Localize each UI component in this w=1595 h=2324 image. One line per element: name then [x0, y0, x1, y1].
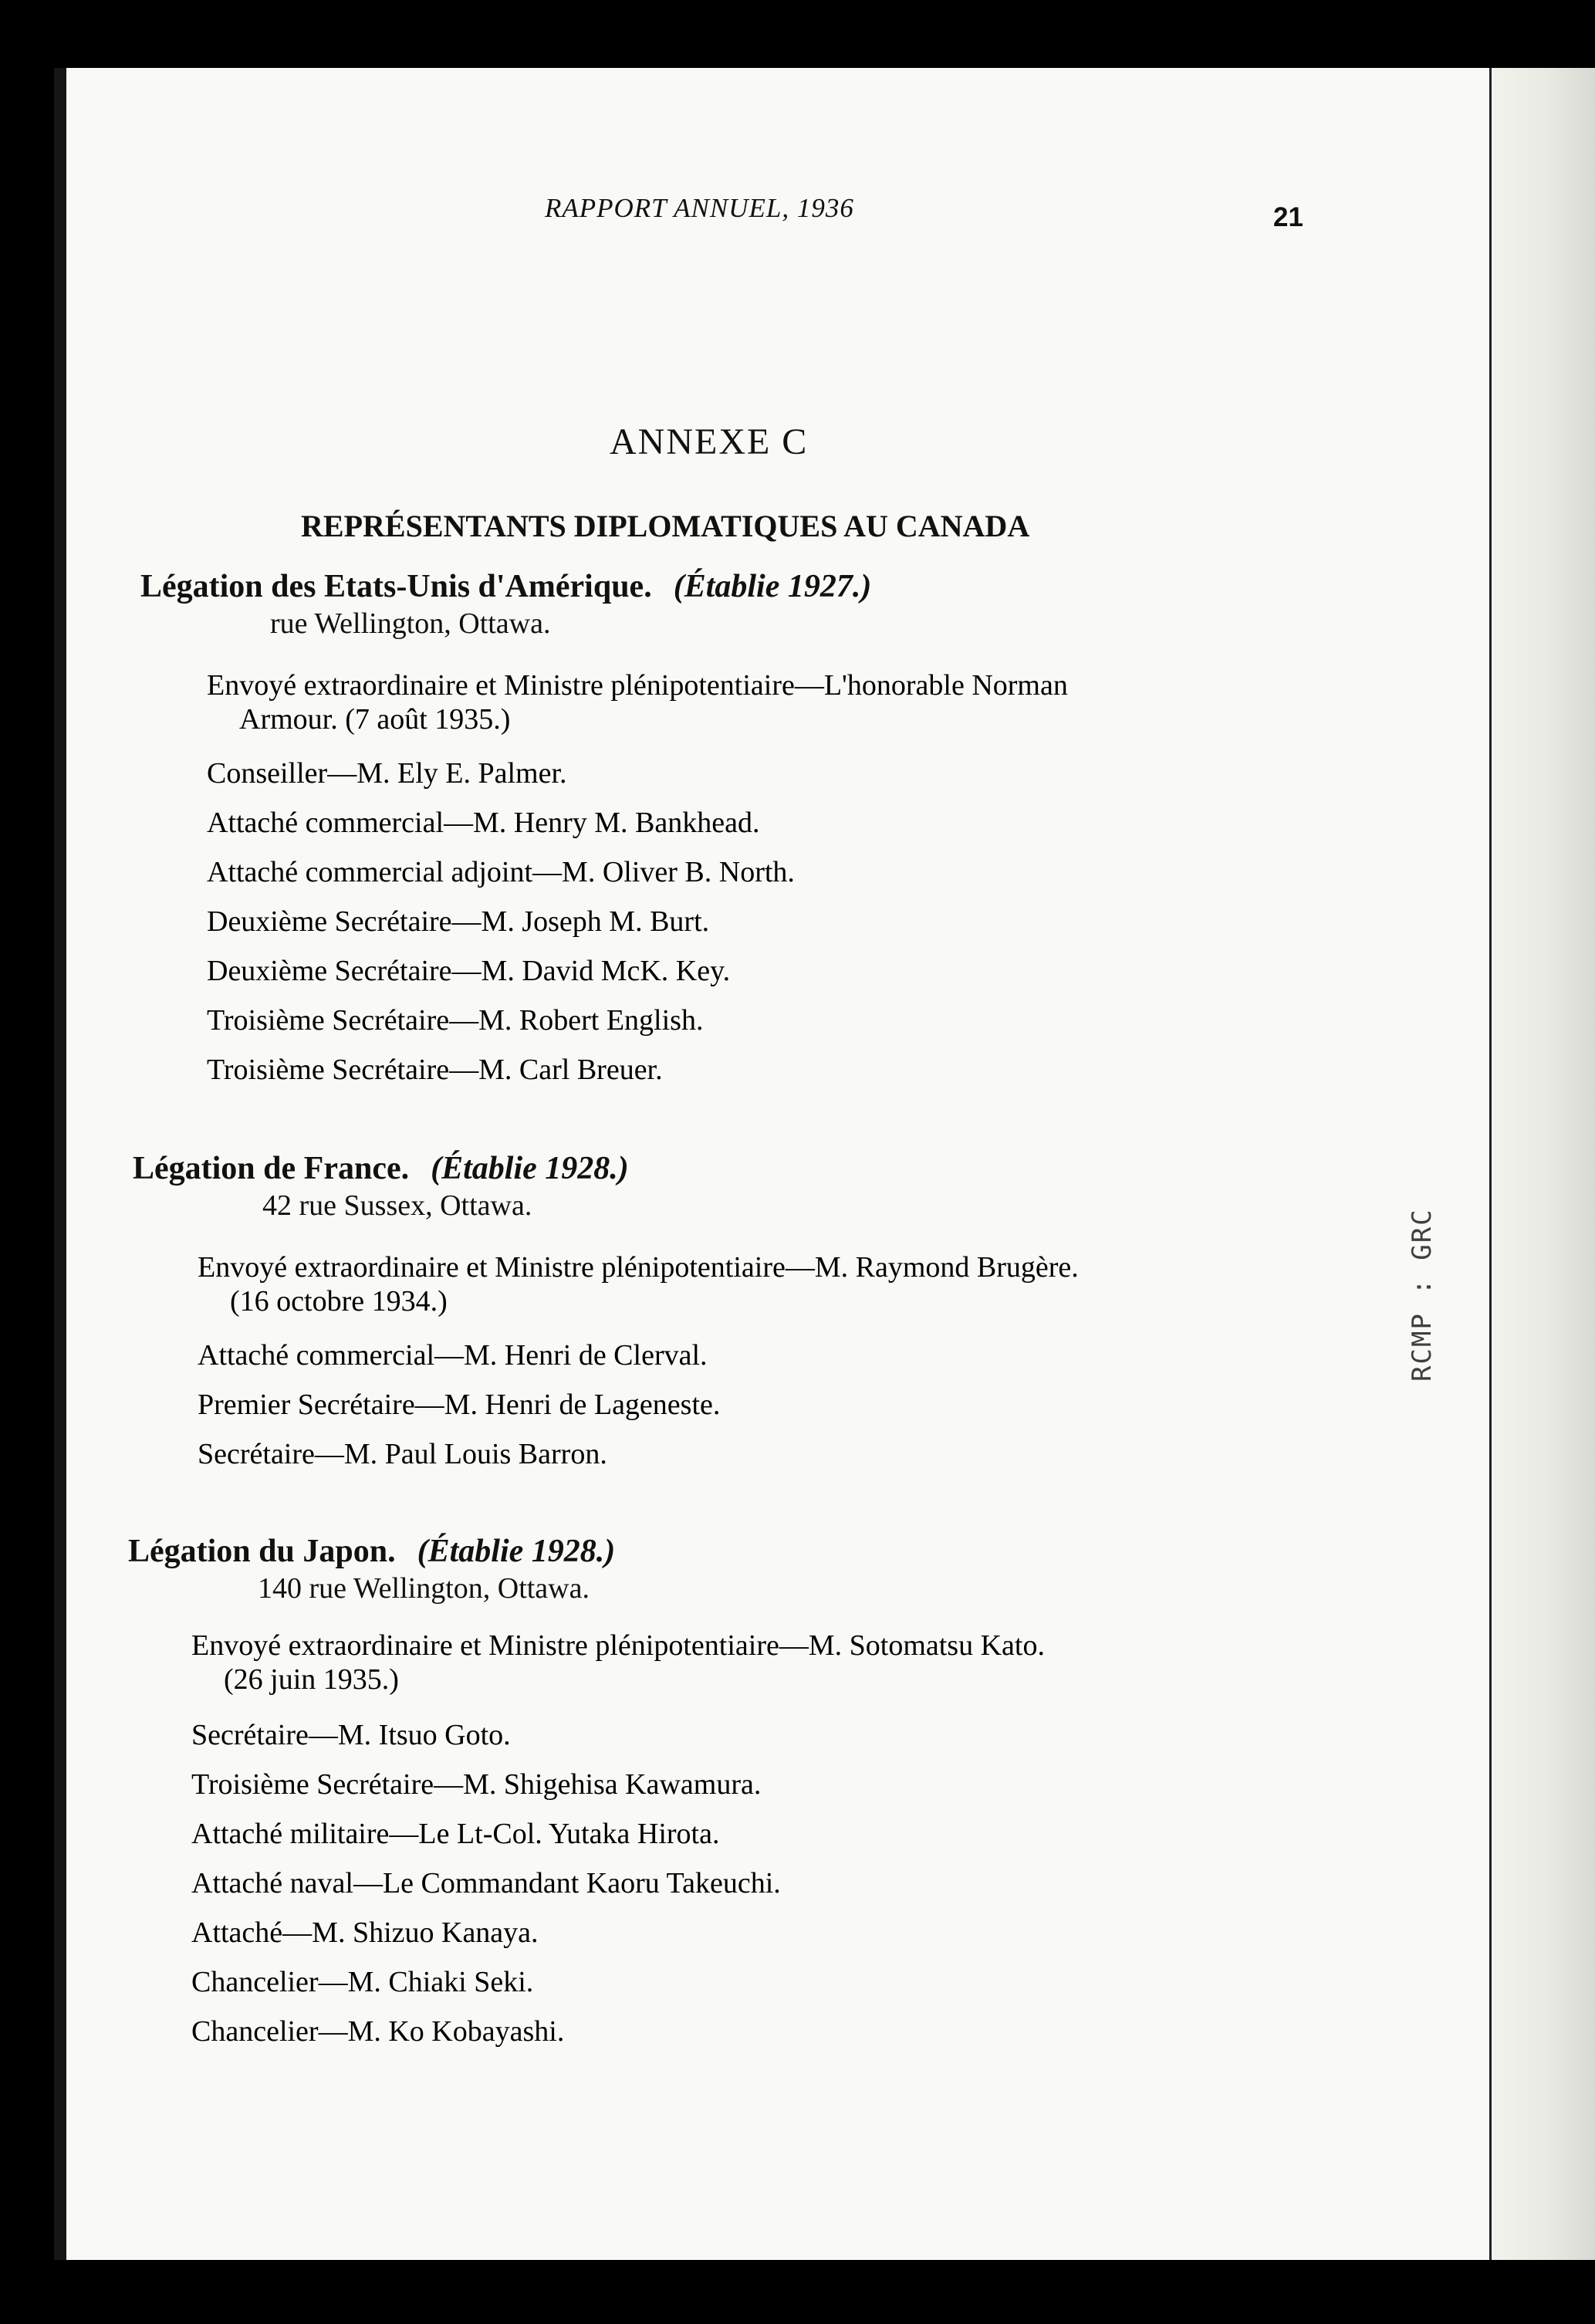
staff-entry: Attaché naval—Le Commandant Kaoru Takeuchi.: [191, 1867, 781, 1899]
staff-entry: Deuxième Secrétaire—M. Joseph M. Burt.: [207, 905, 710, 938]
staff-entry: Envoyé extraordinaire et Ministre plénipotentiaire—M. Raymond Brugère. (16 octobre 1934.): [198, 1251, 1079, 1318]
legation-france: [133, 1150, 629, 1223]
legation-address: 140 rue Wellington, Ottawa.: [258, 1572, 590, 1605]
staff-entry: Troisième Secrétaire—M. Shigehisa Kawamura.: [191, 1768, 762, 1801]
legation-established: (Établie 1928.): [431, 1151, 629, 1186]
legation-address: 42 rue Sussex, Ottawa.: [262, 1189, 532, 1222]
staff-entry: Attaché militaire—Le Lt-Col. Yutaka Hirota.: [191, 1818, 720, 1850]
staff-entry: Attaché—M. Shizuo Kanaya.: [191, 1916, 539, 1949]
staff-list-japan: [191, 1629, 1045, 2048]
staff-entry: Attaché commercial adjoint—M. Oliver B. North.: [207, 856, 795, 888]
legation-heading: [128, 1533, 615, 1570]
section-title: REPRÉSENTANTS DIPLOMATIQUES AU CANADA: [301, 509, 1030, 543]
running-header: RAPPORT ANNUEL, 1936: [545, 193, 854, 223]
legation-name: Légation des Etats-Unis d'Amérique.: [140, 569, 652, 604]
legation-japan: [128, 1533, 615, 1605]
annex-title: ANNEXE C: [610, 421, 809, 462]
staff-entry: Attaché commercial—M. Henri de Clerval.: [198, 1339, 708, 1372]
staff-entry: Envoyé extraordinaire et Ministre plénipotentiaire—L'honorable Norman Armour. (7 août 1935.): [207, 669, 1068, 736]
legation-usa: [140, 568, 871, 641]
staff-entry: Chancelier—M. Ko Kobayashi.: [191, 2015, 565, 2048]
margin-stamp: RCMP : GRC: [1407, 1208, 1438, 1382]
page-edge: [1489, 68, 1595, 2260]
staff-list-france: [198, 1250, 1079, 1470]
legation-address: rue Wellington, Ottawa.: [270, 607, 551, 640]
legation-name: Légation du Japon.: [128, 1534, 396, 1569]
staff-entry: Attaché commercial—M. Henry M. Bankhead.: [207, 807, 760, 839]
legation-established: (Établie 1928.): [417, 1534, 616, 1569]
staff-entry: Deuxième Secrétaire—M. David McK. Key.: [207, 955, 731, 987]
legation-heading: [140, 568, 871, 605]
page-number: 21: [1273, 202, 1303, 232]
staff-entry: Troisième Secrétaire—M. Robert English.: [207, 1004, 704, 1037]
staff-entry: Chancelier—M. Chiaki Seki.: [191, 1966, 534, 1998]
legation-name: Légation de France.: [133, 1151, 410, 1186]
staff-entry: Conseiller—M. Ely E. Palmer.: [207, 757, 567, 790]
staff-entry: Troisième Secrétaire—M. Carl Breuer.: [207, 1054, 663, 1086]
staff-entry: Premier Secrétaire—M. Henri de Lageneste.: [198, 1389, 721, 1421]
legation-heading: [133, 1150, 629, 1187]
staff-entry: Secrétaire—M. Itsuo Goto.: [191, 1719, 511, 1751]
legation-established: (Établie 1927.): [673, 569, 872, 604]
staff-list-usa: [207, 668, 1068, 1086]
staff-entry: Secrétaire—M. Paul Louis Barron.: [198, 1438, 607, 1470]
staff-entry: Envoyé extraordinaire et Ministre plénipotentiaire—M. Sotomatsu Kato. (26 juin 1935.): [191, 1629, 1045, 1696]
